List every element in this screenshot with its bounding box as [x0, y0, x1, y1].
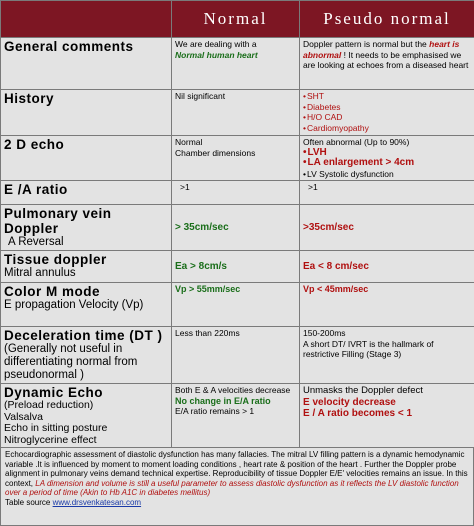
row-label: Pulmonary vein Doppler A Reversal	[1, 205, 172, 251]
normal-cell: >1	[172, 181, 300, 205]
pseudo-cell: Unmasks the Doppler defect E velocity decrease E / A ratio becomes < 1	[300, 384, 474, 448]
pseudo-cell: • SHT • Diabetes • H/O CAD • Cardiomyopathy	[300, 90, 474, 136]
footer-note	[0, 448, 474, 526]
table-row	[1, 90, 474, 136]
table-row	[1, 38, 474, 90]
table-row	[1, 136, 474, 181]
normal-cell: Ea > 8cm/s	[172, 251, 300, 283]
pseudo-cell: Doppler pattern is normal but the heart is abnormal ! It needs to be emphasised we are looking at echoes from a diseased heart	[300, 38, 474, 90]
pseudo-cell: Vp < 45mm/sec	[300, 283, 474, 327]
footer-highlight: LA dimension and volume is still a useful parameter to assess diastolic dysfunction as it reflects the LV diastolic function over a period of time (Akin to Hb A1C in diabetes mellitus)	[5, 479, 459, 498]
pseudo-cell: >1	[300, 181, 474, 205]
row-label: Tissue doppler Mitral annulus	[1, 251, 172, 283]
table-header-row	[1, 1, 474, 38]
source-link[interactable]: www.drsvenkatesan.com	[53, 498, 141, 507]
row-label: 2 D echo	[1, 136, 172, 181]
header-corner	[1, 1, 172, 38]
header-normal: Normal	[172, 1, 300, 38]
row-label: History	[1, 90, 172, 136]
footer-text: Echocardiographic assessment of diastolic dysfunction has many fallacies. The mitral LV filling pattern is a dynamic hemodynamic variable .It is influenced by moment to moment loading conditions , heart rate & position of the heart . Further the Doppler probe alignment in pulmonary veins demand technical expertise. Reproducibility of tissue Doppler E/E' velocities remains an issue. In this context,	[5, 450, 468, 488]
row-label: Deceleration time (DT ) (Generally not useful in differentiating normal from pseudonormal )	[1, 327, 172, 384]
pseudo-cell: Often abnormal (Up to 90%) • LVH • LA enlargement > 4cm • LV Systolic dysfunction	[300, 136, 474, 181]
table-row	[1, 327, 474, 384]
header-pseudo-normal: Pseudo normal	[300, 1, 474, 38]
normal-cell: Nil significant	[172, 90, 300, 136]
table-row	[1, 384, 474, 448]
table-row	[1, 205, 474, 251]
row-label: Color M mode E propagation Velocity (Vp)	[1, 283, 172, 327]
normal-cell: Vp > 55mm/sec	[172, 283, 300, 327]
normal-cell: We are dealing with a Normal human heart	[172, 38, 300, 90]
row-label: Dynamic Echo (Preload reduction) Valsalva Echo in sitting posture Nitroglycerine effect	[1, 384, 172, 448]
table-row	[1, 181, 474, 205]
normal-cell: > 35cm/sec	[172, 205, 300, 251]
pseudo-cell: >35cm/sec	[300, 205, 474, 251]
pseudo-cell: Ea < 8 cm/sec	[300, 251, 474, 283]
table-row	[1, 251, 474, 283]
normal-cell: Less than 220ms	[172, 327, 300, 384]
normal-cell: Both E & A velocities decrease No change in E/A ratio E/A ratio remains > 1	[172, 384, 300, 448]
normal-cell: Normal Chamber dimensions	[172, 136, 300, 181]
table-row	[1, 283, 474, 327]
source-label: Table source	[5, 498, 53, 507]
row-label: E /A ratio	[1, 181, 172, 205]
row-label: General comments	[1, 38, 172, 90]
pseudo-cell: 150-200ms A short DT/ IVRT is the hallmark of restrictive Filling (Stage 3)	[300, 327, 474, 384]
